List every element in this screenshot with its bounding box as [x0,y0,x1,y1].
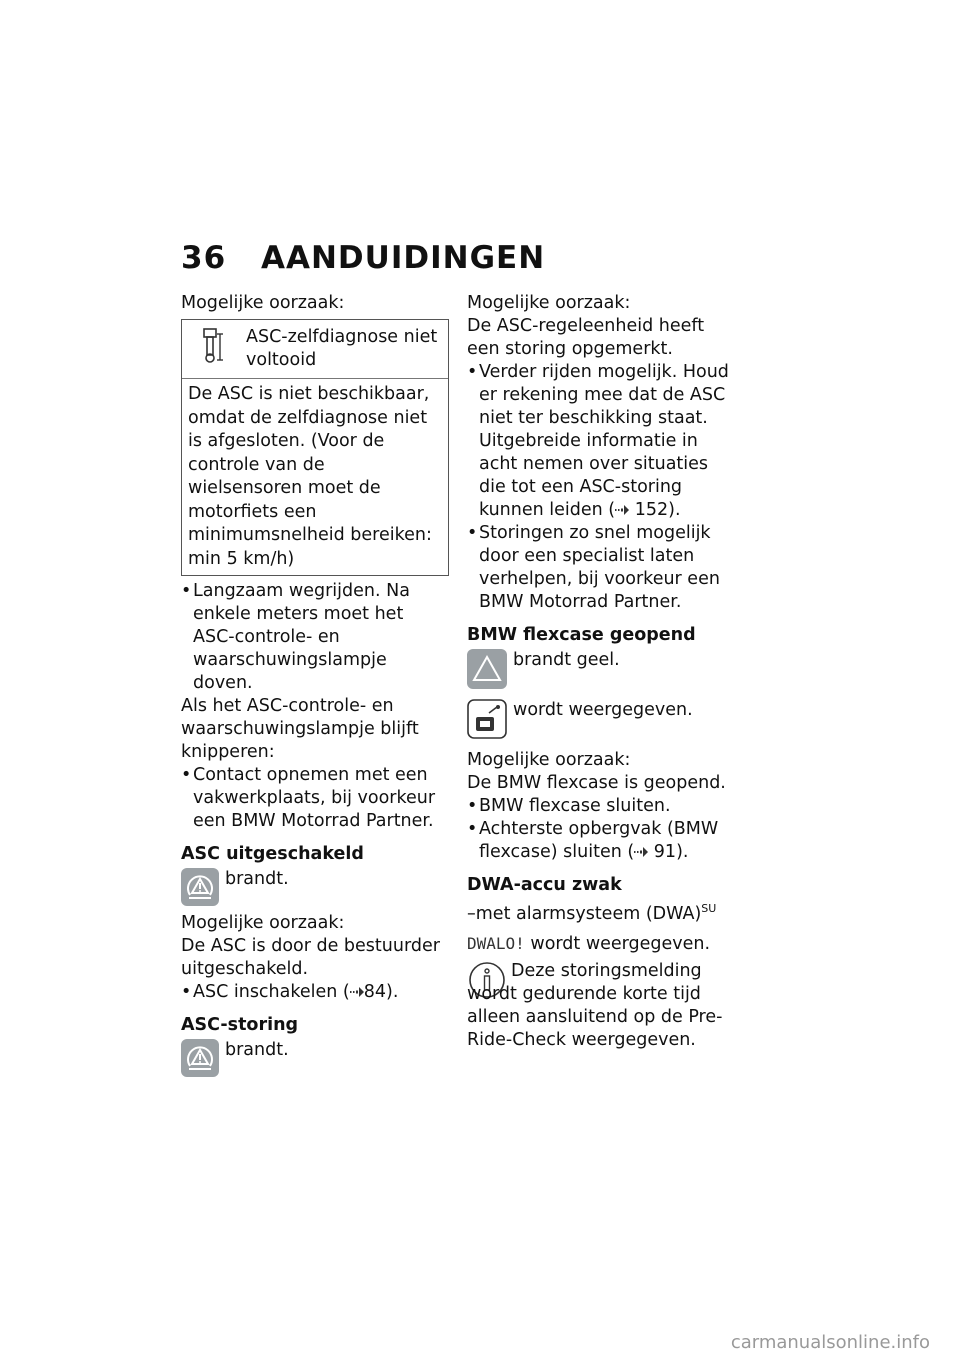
wheel-sensor-icon [192,326,232,364]
dwa-condition [467,897,735,926]
status-text: brandt. [225,1040,289,1060]
box-title: ASC-zelfdiagnose niet voltooid [246,327,438,370]
page-reference[interactable]: 152 [634,500,669,520]
asc-off-status-row [181,868,449,906]
page-reference-arrow-icon [615,504,629,516]
bullet-text: ). [386,982,399,1002]
cause-text: De ASC-regeleenheid heeft een storing opgemerkt. [467,316,705,359]
bullet-text: ). [676,842,689,862]
section-heading-dwa: DWA-accu zwak [467,875,622,895]
bullet-item [467,361,735,522]
page-reference[interactable]: 91 [653,842,677,862]
cause-text: De ASC is door de bestuurder uitgeschakeld. [181,936,440,979]
page-header [181,240,545,276]
box-header [182,320,448,379]
flexcase-warning-row [467,649,735,689]
bullet-item: • Storingen zo snel mogelijk door een specialist laten verhelpen, bij voorkeur een BMW Motorrad Partner. [467,522,735,614]
bullet-item [181,981,449,1004]
status-text: brandt. [225,869,289,889]
cause-label: Mogelijke oorzaak: [181,293,345,313]
option-superscript: SU [701,902,717,915]
flexcase-symbol-row [467,699,735,739]
cause-label: Mogelijke oorzaak: [181,913,345,933]
section-heading-flexcase: BMW flexcase geopend [467,625,696,645]
asc-fault-status-row [181,1039,449,1077]
bullet-text: Verder rijden mogelijk. Houd er rekening mee dat de ASC niet ter beschikking staat. Uitgebreide informatie in acht nemen over situaties die tot een ASC-storing kunnen leiden ( [479,362,729,520]
section-heading-asc-off: ASC uitgeschakeld [181,844,364,864]
cause-label: Mogelijke oorzaak: [467,750,631,770]
bullet-item: • Contact opnemen met een vakwerkplaats, bij voorkeur een BMW Motorrad Partner. [181,764,449,833]
flexcase-symbol-icon [467,699,507,739]
asc-warning-lamp-icon [181,868,219,906]
bullet-item: • BMW flexcase sluiten. [467,795,735,818]
asc-selfdiag-box [181,319,449,576]
cause-label: Mogelijke oorzaak: [467,293,631,313]
page-reference-arrow-icon [350,986,364,998]
section-heading-asc-fault: ASC-storing [181,1015,299,1035]
asc-warning-lamp-icon [181,1039,219,1077]
info-text: Deze storingsmelding wordt gedurende korte tijd alleen aansluitend op de Pre-Ride-Check weergegeven. [467,961,723,1050]
box-body: De ASC is niet beschikbaar, omdat de zelfdiagnose niet is afgesloten. (Voor de controle van de wielsensoren moet de motorfiets een minimumsnelheid bereiken: min 5 km/h) [188,384,432,569]
status-text: wordt weergegeven. [530,933,711,954]
info-text-block [467,960,735,1052]
bullet-text: ASC inschakelen ( [193,982,350,1002]
status-text: brandt geel. [513,650,620,670]
watermark: carmanualsonline.info [730,1332,930,1353]
dwa-display-line [467,932,735,956]
page-title: AANDUIDINGEN [261,240,546,276]
bullet-text: ). [668,500,681,520]
paragraph: Als het ASC-controle- en waarschuwingslampje blijft knipperen: [181,696,419,762]
page-reference-arrow-icon [634,846,648,858]
right-column [467,292,735,1000]
condition-text: –met alarmsysteem (DWA) [467,903,702,924]
status-text: wordt weergegeven. [513,700,693,720]
display-message: DWALO! [467,933,525,953]
bullet-text: Achterste opbergvak (BMW flexcase) sluiten ( [479,819,719,862]
page-reference[interactable]: 84 [363,982,387,1002]
left-column [181,292,449,1077]
bullet-item [467,818,735,864]
bullet-item: • Langzaam wegrijden. Na enkele meters moet het ASC-controle- en waarschuwingslampje doven. [181,580,449,695]
cause-text: De BMW flexcase is geopend. [467,773,726,793]
page-number: 36 [181,240,227,276]
general-warning-lamp-icon [467,649,507,689]
